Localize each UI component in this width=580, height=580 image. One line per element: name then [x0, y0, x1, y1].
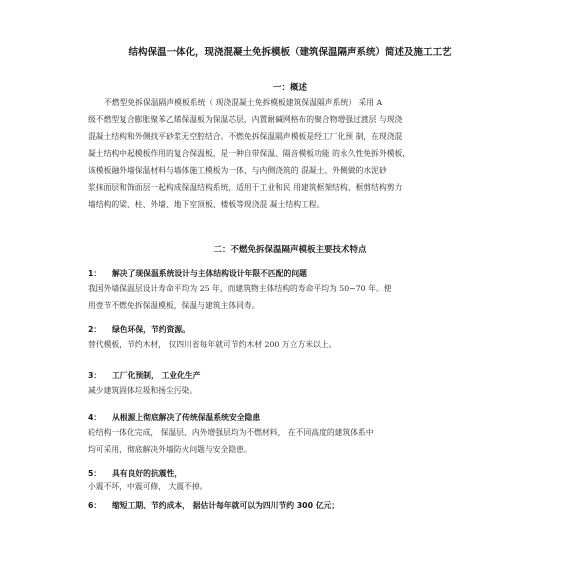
feature-line: 替代模板，节约木材， 仅四川省每年就可节约木材 200 万立方米以上。	[88, 340, 337, 349]
feature-line: 小震不坏，中震可修， 大震不掉。	[88, 482, 208, 491]
feature-number: 1：	[88, 269, 102, 278]
section-heading-overview: 一：概述	[272, 83, 307, 93]
paragraph-line: 浆抹面层和饰面层一起构成保温结构系统，适用于工业和民 用建筑框架结构、框剪结构剪力	[88, 183, 403, 192]
feature-title: 具有良好的抗震性，	[112, 469, 183, 478]
paragraph-line: 墙结构的梁、柱、外墙、地下室顶板、楼板等现浇混 凝土结构工程。	[88, 200, 325, 209]
section-heading-features: 二：不燃免拆保温隔声模板主要技术特点	[213, 245, 367, 255]
feature-body-3	[88, 382, 508, 399]
feature-title: 缩短工期、节约成本， 据估计每年就可以为四川节约 300 亿元；	[112, 501, 340, 510]
feature-number: 3：	[88, 371, 102, 380]
feature-number: 2：	[88, 325, 102, 334]
feature-heading-1	[88, 268, 508, 280]
feature-line: 用壹节不燃免拆保温模板，保温与建筑主体同寿。	[88, 301, 260, 310]
overview-paragraph	[88, 94, 508, 213]
paragraph-line: 该模板融外墙保温材料与墙体施工模板为一体，与内侧浇筑的 混凝土、外侧做的水泥砂	[88, 166, 387, 175]
feature-heading-4	[88, 412, 508, 424]
paragraph-line: 不燃型免拆保温隔声模板系统（ 现浇混凝土免拆模板建筑保温隔声系统） 采用 A	[104, 98, 383, 107]
feature-heading-3	[88, 370, 508, 382]
feature-title: 解决了现保温系统设计与主体结构设计年限不匹配的问题	[112, 269, 307, 278]
feature-number: 4：	[88, 413, 102, 422]
feature-title: 从根源上彻底解决了传统保温系统安全隐患	[112, 413, 261, 422]
document-title: 结构保温一体化，现浇混凝土免拆模板（建筑保温隔声系统）简述及施工工艺	[128, 47, 452, 58]
feature-line: 我国外墙保温层设计寿命平均为 25 年，而建筑物主体结构的寿命平均为 50~70 年。使	[88, 284, 392, 293]
feature-body-5	[88, 478, 508, 495]
feature-body-4	[88, 424, 508, 458]
paragraph-line: 凝土结构中起模板作用的复合保温板，是一种自带保温、隔音模板功能 的永久性免拆外模板，	[88, 149, 411, 158]
feature-line: 砼结构一体化完成， 保温层、内外增强层均为不燃材料， 在不同高度的建筑体系中	[88, 428, 374, 437]
feature-body-1	[88, 280, 508, 314]
paragraph-line: 混凝土结构和外侧找平砂浆无空腔结合。不燃免拆保温隔声模板是经工厂化预 制，在现浇混	[88, 132, 403, 141]
feature-title: 绿色环保，节约资源。	[112, 325, 190, 334]
feature-number: 6：	[88, 501, 102, 510]
feature-line: 均可采用，彻底解决外墙防火问题与安全隐患。	[88, 445, 252, 454]
feature-heading-2	[88, 324, 508, 336]
feature-number: 5：	[88, 469, 102, 478]
feature-body-2	[88, 336, 508, 353]
feature-heading-6	[88, 500, 508, 512]
feature-title: 工厂化预制， 工业化生产	[112, 371, 201, 380]
feature-line: 减少建筑固体垃圾和扬尘污染。	[88, 386, 198, 395]
paragraph-line: 级不燃型复合膨胀聚苯乙烯保温板为保温芯层，内置耐碱网格布的聚合物增强过渡层 与现浇	[88, 115, 403, 124]
